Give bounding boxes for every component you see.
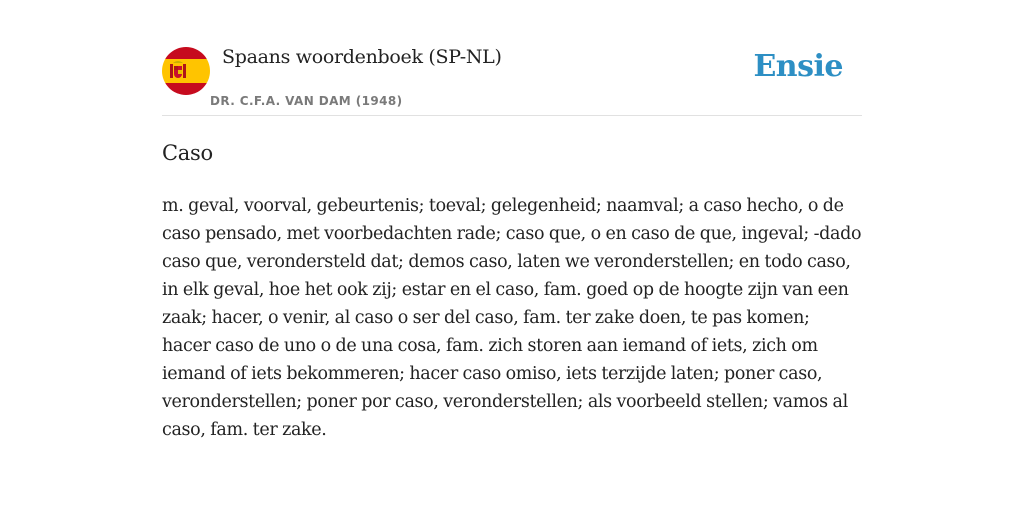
dictionary-title[interactable]: Spaans woordenboek (SP-NL) xyxy=(222,46,502,68)
entry-definition: m. geval, voorval, gebeurtenis; toeval; gelegenheid; naamval; a caso hecho, o de caso pensado, met voorbedachten rade; caso que, o en caso de que, ingeval; -dado caso que, verondersteld dat; demos caso, laten we veronderstellen; en todo caso, in elk geval, hoe het ook zij; estar en el caso, fam. goed op de hoogte zijn van een zaak; hacer, o venir, al caso o ser del caso, fam. ter zake doen, te pas komen; hacer caso de uno o de una cosa, fam. zich storen aan iemand of iets, zich om iemand of iets bekommeren; hacer caso omiso, iets terzijde laten; poner caso, veronderstellen; poner por caso, veronderstellen; als voorbeeld stellen; vamos al caso, fam. ter zake. xyxy=(162,196,862,440)
entry-headword: Caso xyxy=(162,141,213,165)
dictionary-author: DR. C.F.A. VAN DAM (1948) xyxy=(210,94,403,108)
ensie-logo[interactable]: Ensie xyxy=(753,49,843,84)
dictionary-header xyxy=(162,44,862,116)
spain-flag-icon xyxy=(162,47,210,95)
